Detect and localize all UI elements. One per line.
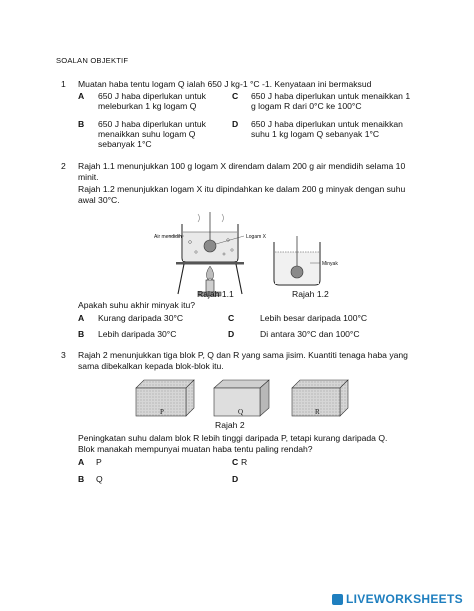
label-oil: Minyak (322, 261, 338, 267)
label-metal-x: Logam X (246, 234, 267, 240)
option-b-line2: menaikkan suhu logam Q (98, 129, 196, 139)
figure-boiling-water (146, 212, 276, 298)
block-label: R (315, 408, 320, 416)
option-c-line2: g logam R dari 0°C ke 100°C (251, 101, 362, 111)
question-line: sama dibekalkan kepada blok-blok itu. (78, 361, 224, 371)
question-line: minit. (78, 172, 99, 182)
option-key: A (78, 313, 85, 323)
question-stem: Muatan haba tentu logam Q ialah 650 J kg-1 °C -1. Kenyataan ini bermaksud (78, 79, 372, 89)
option-key: C (232, 91, 239, 101)
option-d-text: Di antara 30°C dan 100°C (260, 329, 360, 339)
option-key: A (78, 457, 85, 467)
logo-text: LIVEWORKSHEETS (346, 592, 463, 606)
option-key: D (232, 474, 239, 484)
option-a-line2: meleburkan 1 kg logam Q (98, 101, 197, 111)
figure-caption: Rajah 1.2 (292, 289, 329, 299)
question-number: 2 (61, 161, 66, 171)
option-b-text: Q (96, 474, 103, 484)
figure-caption: Rajah 1.1 (197, 289, 234, 299)
label-boiling-water: Air mendidih (154, 234, 182, 240)
option-c-text: R (241, 457, 248, 467)
question-number: 3 (61, 350, 66, 360)
option-key: C (232, 457, 239, 467)
question-text: Peningkatan suhu dalam blok R lebih tinggi daripada P, tetapi kurang daripada Q. (78, 433, 388, 443)
logo-icon (332, 594, 343, 605)
option-key: C (228, 313, 235, 323)
option-a-line1: 650 J haba diperlukan untuk (98, 91, 206, 101)
option-b-text: Lebih daripada 30°C (98, 329, 177, 339)
option-key: D (232, 119, 239, 129)
option-key: B (78, 329, 85, 339)
block-label: P (160, 408, 164, 416)
question-line: awal 30°C. (78, 195, 120, 205)
option-a-text: P (96, 457, 102, 467)
option-c-line1: 650 J haba diperlukan untuk menaikkan 1 (251, 91, 411, 101)
liveworksheets-logo[interactable] (332, 592, 463, 606)
block-p (136, 380, 194, 416)
figure-caption: Rajah 2 (215, 420, 245, 430)
question-line: Rajah 2 menunjukkan tiga blok P, Q dan R yang sama jisim. Kuantiti tenaga haba yang (78, 350, 408, 360)
question-line: Rajah 1.1 menunjukkan 100 g logam X direndam dalam 200 g air mendidih selama 10 (78, 161, 406, 171)
question-text: Apakah suhu akhir minyak itu? (78, 300, 196, 310)
option-key: B (78, 119, 85, 129)
option-c-text: Lebih besar daripada 100°C (260, 313, 368, 323)
block-r (292, 380, 348, 416)
question-text: Blok manakah mempunyai muatan haba tentu paling rendah? (78, 444, 313, 454)
block-label: Q (238, 408, 244, 416)
figure-blocks (134, 378, 354, 422)
option-key: D (228, 329, 235, 339)
section-header: SOALAN OBJEKTIF (56, 56, 129, 65)
option-key: B (78, 474, 85, 484)
figure-oil-beaker (270, 236, 330, 288)
option-d-line1: 650 J haba diperlukan untuk menaikkan (251, 119, 403, 129)
option-b-line3: sebanyak 1°C (98, 139, 152, 149)
option-a-text: Kurang daripada 30°C (98, 313, 184, 323)
option-key: A (78, 91, 85, 101)
question-number: 1 (61, 79, 66, 89)
option-d-line2: suhu 1 kg logam Q sebanyak 1°C (251, 129, 380, 139)
option-b-line1: 650 J haba diperlukan untuk (98, 119, 206, 129)
question-line: Rajah 1.2 menunjukkan logam X itu dipindahkan ke dalam 200 g minyak dengan suhu (78, 184, 406, 194)
